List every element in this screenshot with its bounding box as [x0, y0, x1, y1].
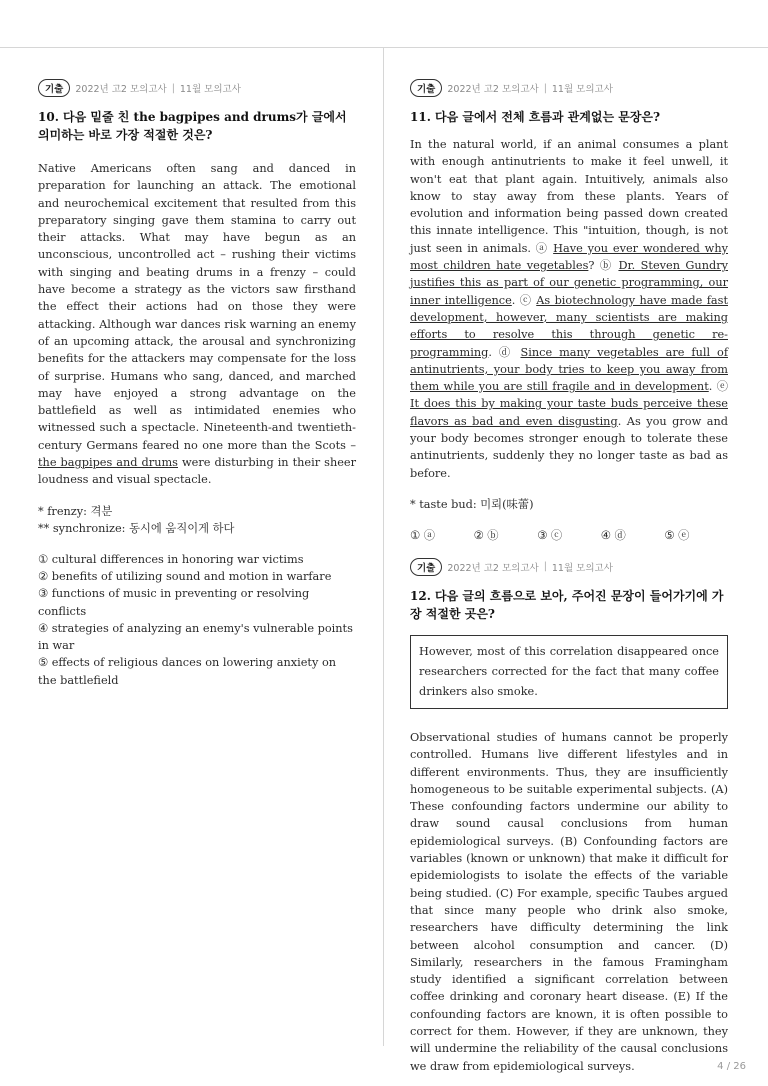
question-10-passage: Native Americans often sang and danced in preparation for launching an attack. The emotional and neurochemical excitement that resulted from this preparatory singing gave them stamina to carry out their attacks. What may have begun as an unconscious, uncontrolled act – rushing their victims with singing and beating drums in a frenzy – could have become a strategy as the victors saw firsthand the effect their actions had on those they were attacking. Although war dances risk warning an enemy of an upcoming attack, the arousal and synchronizing benefits for the attackers may compensate for the loss of surprise. Humans who sang, danced, and marched may have enjoyed a strong advantage on the battlefield as well as intimidated enemies who witnessed such a spectacle. Nineteenth-and twentieth-century Germans feared no one more than the Scots – the bagpipes and drums were disturbing in their sheer loudness and visual spectacle. [38, 162, 356, 487]
choice-5[interactable]: ⑤ effects of religious dances on lowering anxiety on the battlefield [38, 656, 337, 687]
question-12-title: 12. 다음 글의 흐름으로 보아, 주어진 문장이 들어가기에 가장 적절한 곳은? [410, 588, 724, 621]
choice-1[interactable]: ① cultural differences in honoring war victims [38, 552, 304, 566]
footnote: * frenzy: 격분 [38, 504, 113, 518]
choice-3[interactable]: ③ ⓒ [537, 528, 563, 542]
answer-choices-11 [410, 527, 728, 543]
question-10-title: 10. 다음 밑줄 친 the bagpipes and drums가 글에서 의미하는 바로 가장 적절한 것은? [38, 110, 347, 142]
gichul-badge: 기출 [410, 79, 442, 97]
choice-2[interactable]: ② ⓑ [473, 528, 499, 542]
choice-5[interactable]: ⑤ ⓔ [664, 528, 690, 542]
question-10-tag [38, 80, 356, 96]
choice-4[interactable]: ④ ⓓ [600, 528, 626, 542]
exam-month: 11월 모의고사 [551, 84, 613, 95]
given-sentence-box: However, most of this correlation disappeared once researchers corrected for the fact that many coffee drinkers also smoke. [410, 635, 728, 709]
left-column [38, 80, 356, 689]
answer-choices [38, 551, 356, 689]
choice-2[interactable]: ② benefits of utilizing sound and motion in warfare [38, 569, 332, 583]
footnote: ** synchronize: 동시에 움직이게 하다 [38, 521, 235, 535]
header-rule [0, 47, 768, 48]
gichul-badge: 기출 [410, 558, 442, 576]
question-11-passage: In the natural world, if an animal consumes a plant with enough antinutrients to make it feel unwell, it won't eat that plant again. Intuitively, animals also know to stay away from these plants. Years of evolution and information being passed down created this innate intelligence. This "intuition, though, is not just seen in animals. ⓐ Have you ever wondered why most children hate vegetables? ⓑ Dr. Steven Gundry justifies this as part of our genetic programming, our inner intelligence. ⓒ As biotechnology have made fast development, however, many scientists are making efforts to resolve this through genetic re-programming. ⓓ Since many vegetables are full of antinutrients, your body tries to keep you away from them while you are still fragile and in development. ⓔ It does this by making your taste buds perceive these flavors as bad and even disgusting. As you grow and your body becomes stronger enough to tolerate these antinutrients, suddenly they no longer taste as bad as before. [410, 138, 729, 480]
tag-separator: | [543, 561, 547, 573]
right-column [410, 80, 728, 1075]
choice-3[interactable]: ③ functions of music in preventing or resolving conflicts [38, 587, 310, 618]
choice-1[interactable]: ① ⓐ [410, 528, 436, 542]
choice-4[interactable]: ④ strategies of analyzing an enemy's vulnerable points in war [38, 621, 353, 653]
question-11-tag [410, 80, 728, 96]
exam-year: 2022년 고2 모의고사 [75, 84, 167, 95]
page-number: 4 / 26 [717, 1061, 746, 1072]
question-12 [410, 559, 728, 1075]
footnote: * taste bud: 미뢰(味蕾) [410, 497, 534, 511]
footnotes [38, 503, 356, 537]
question-11-title: 11. 다음 글에서 전체 흐름과 관계없는 문장은? [410, 110, 661, 124]
exam-month: 11월 모의고사 [551, 562, 613, 574]
exam-year: 2022년 고2 모의고사 [447, 84, 539, 95]
question-12-tag [410, 559, 728, 575]
exam-month: 11월 모의고사 [179, 84, 241, 95]
tag-separator: | [543, 82, 547, 94]
gichul-badge: 기출 [38, 79, 70, 97]
question-12-passage: Observational studies of humans cannot be properly controlled. Humans live different lifestyles and in different environments. Thus, they are insufficiently homogeneous to be suitable experimental subjects. (A) These confounding factors undermine our ability to draw sound causal conclusions from human epidemiological surveys. (B) Confounding factors are variables (known or unknown) that make it difficult for epidemiologists to isolate the effects of the variable being studied. (C) For example, specific Taubes argued that since many people who drink also smoke, researchers have difficulty determining the link between alcohol consumption and cancer. (D) Similarly, researchers in the famous Framingham study identified a significant correlation between coffee drinking and coronary heart disease. (E) If the confounding factors are known, it is often possible to correct for them. However, if they are unknown, they will undermine the reliability of the causal conclusions we draw from epidemiological surveys. [410, 730, 728, 1073]
column-divider [383, 48, 384, 1046]
underlined-phrase: the bagpipes and drums [38, 456, 178, 470]
tag-separator: | [171, 82, 175, 94]
exam-year: 2022년 고2 모의고사 [447, 562, 539, 574]
